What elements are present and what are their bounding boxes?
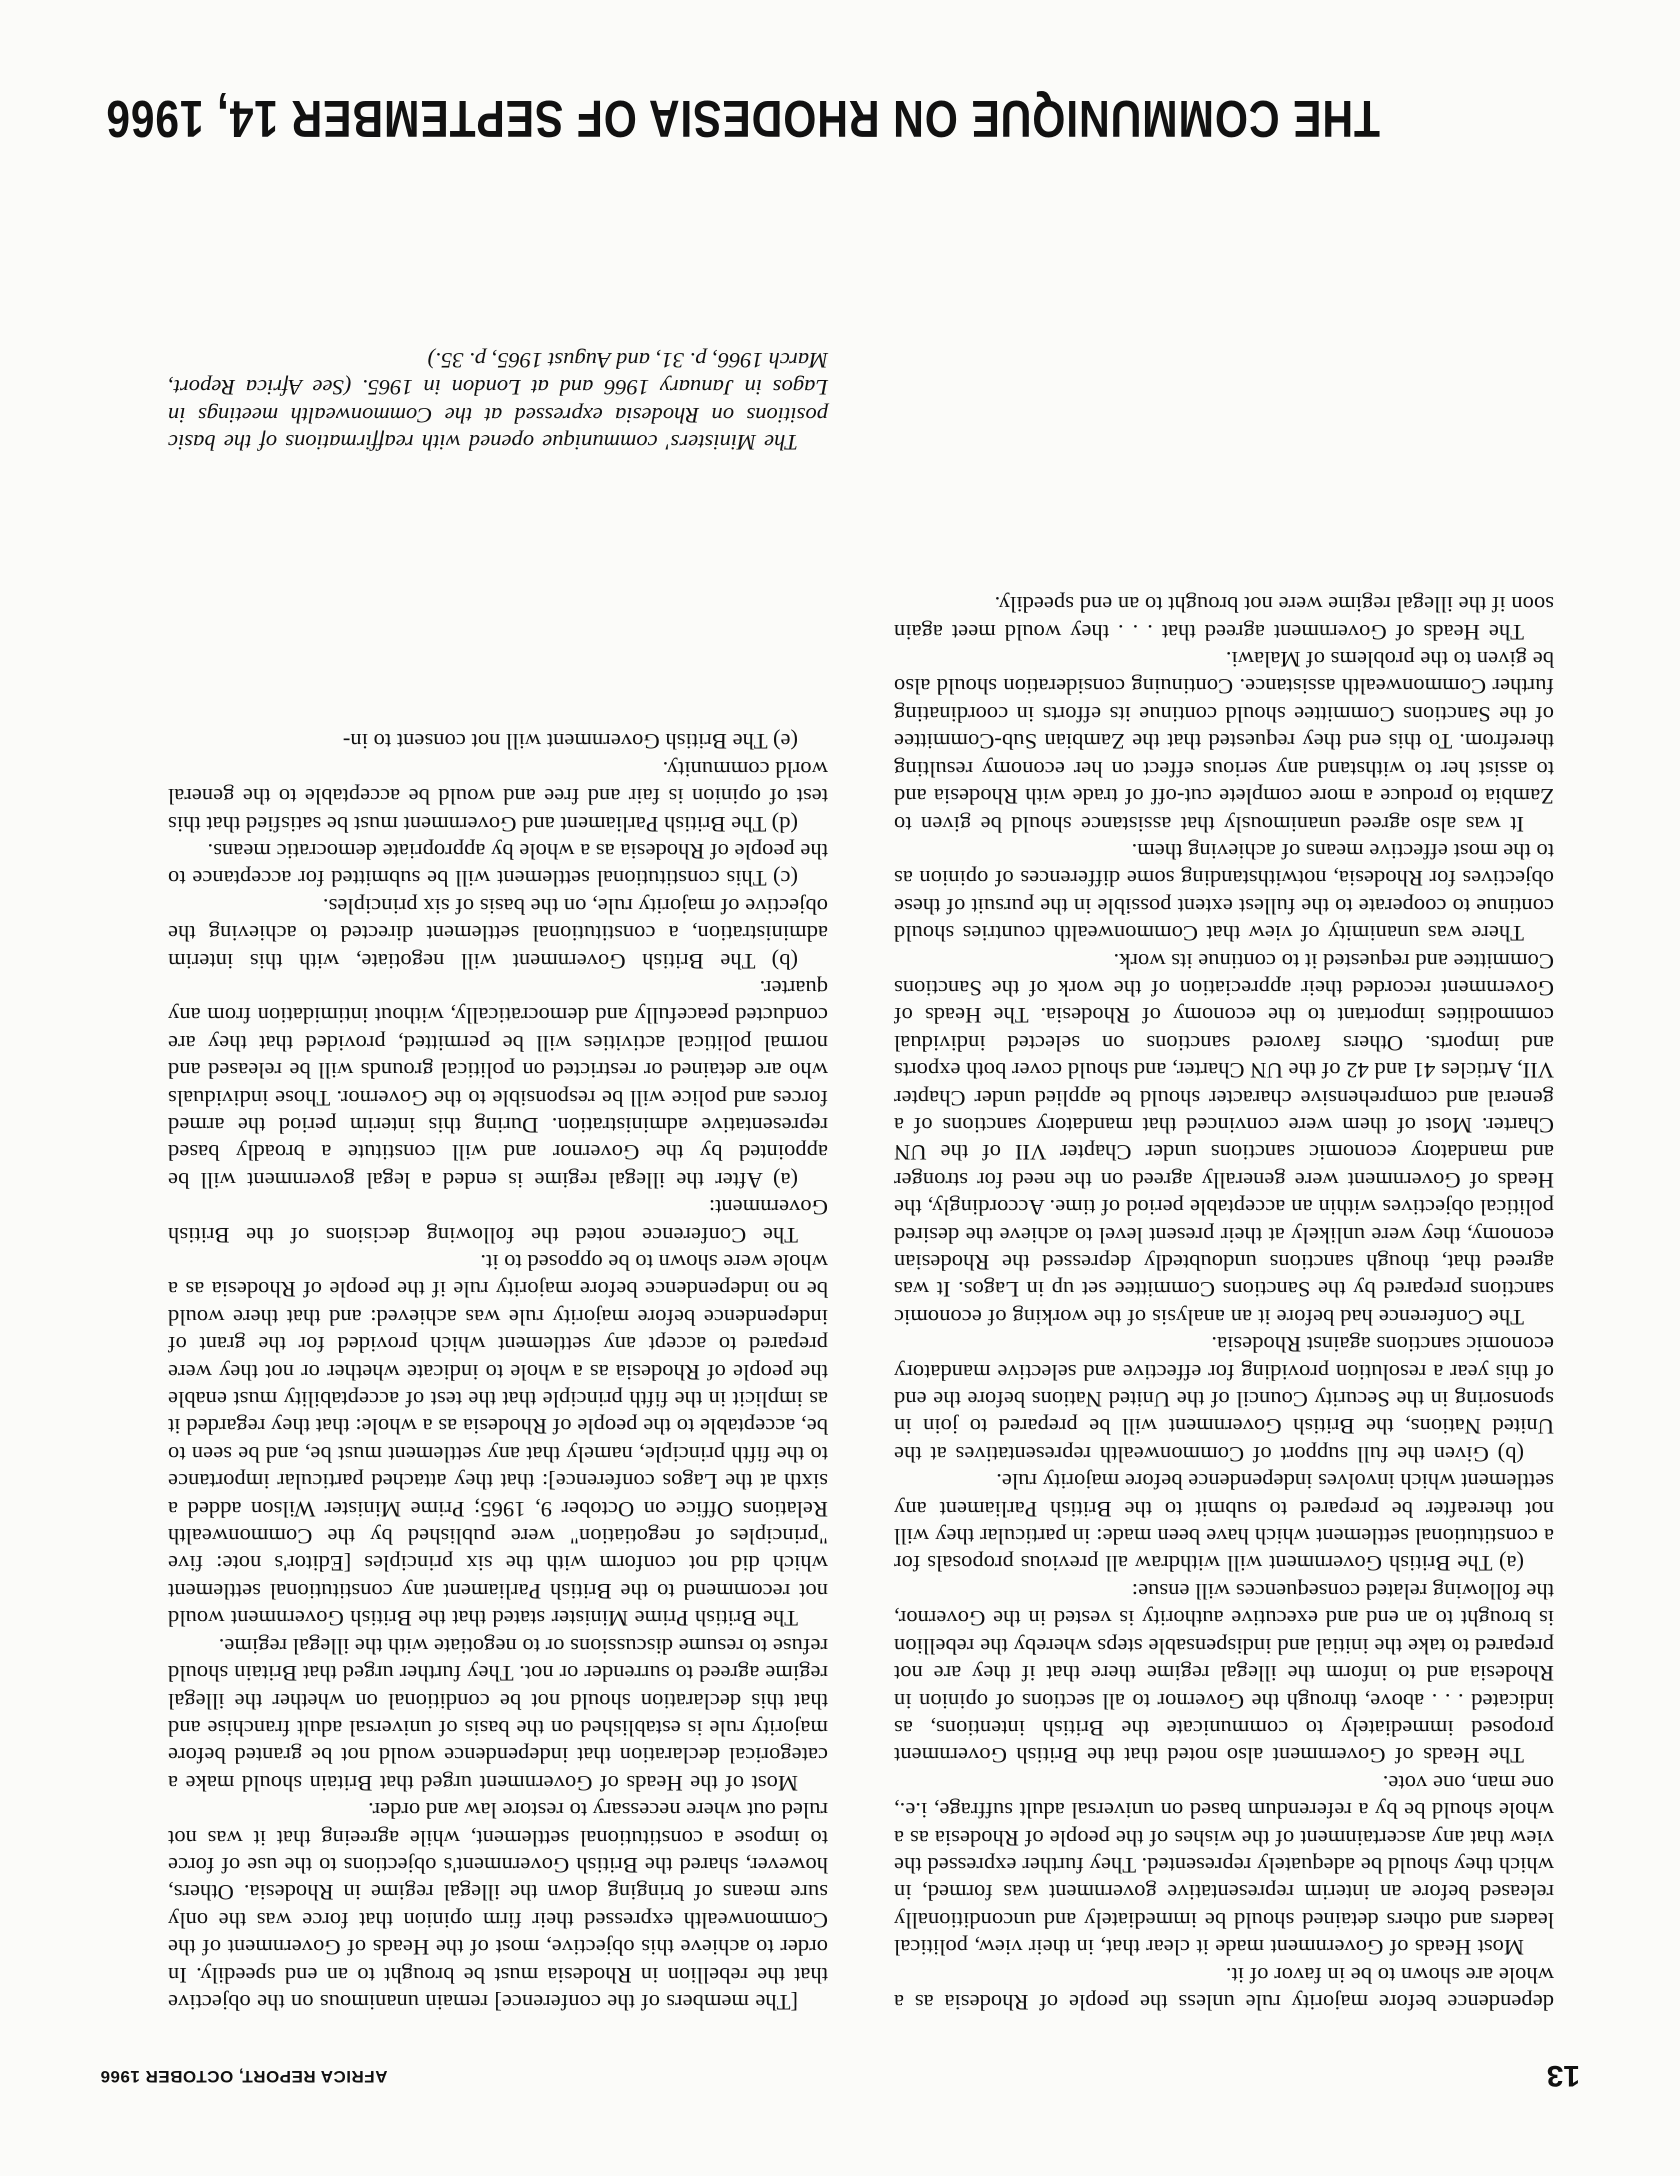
paragraph: The Heads of Government also noted that the British Government proposed immediately to communicate the British intentions, as indicated . . . above, through the Governor to all sections of opinion in Rhodesia and to inform the illegal regime there that if they are not prepared to take the initial and indispensable steps whereby the rebellion is brought to an end and executive authority is vested in the Governor, the following related consequences will ensue: (894, 1578, 1554, 1769)
list-item: (c) This constitutional settlement will be submitted for acceptance to the people of Rhodesia as a whole by appropriate democratic means. (168, 838, 828, 892)
paragraph: The Heads of Government agreed that . . . they would meet again soon if the illegal regime were not brought to an end speedily. (894, 592, 1554, 645)
paragraph: It was also agreed unanimously that assistance should be given to Zambia to produce a more complete cut-off of trade with Rhodesia and to assist her to withstand any serious effect on her economy resulting therefrom. To this end they requested that the Zambian Sub-Committee of the Sanctions Committee should continue its efforts in coordinating further Commonwealth assistance. Continuing consideration should also be given to the problems of Malawi. (894, 647, 1554, 837)
right-column (168, 728, 828, 2016)
article-intro (168, 346, 828, 456)
left-column (894, 591, 1554, 2016)
list-item: (a) After the illegal regime is ended a legal government will be appointed by the Governor and will constitute a broadly based representative administration. During this interim period the armed forces and police will be responsible to the Governor. Those individuals who are detained or restricted on political grounds will be released and normal political activities will be permitted, provided that they are conducted peacefully and democratically, without intimidation from any quarter. (168, 975, 828, 1193)
paragraph: [The members of the conference] remain unanimous on the objective that the rebellion in Rhodesia must be brought to an end speedily. In order to achieve this objective, most of the Heads of Government of the Commonwealth expressed their firm opinion that force was the only sure means of bringing down the illegal regime in Rhodesia. Others, however, shared the British Government's objections to the use of force to impose a constitutional settlement, while agreeing that it was not ruled out where necessary to restore law and order. (168, 1798, 828, 2015)
list-item: (b) Given the full support of Commonwealth representatives at the United Nations, the British Government will be prepared to join in sponsoring in the Security Council of the United Nations before the end of this year a resolution providing for effective and selective mandatory economic sanctions against Rhodesia. (894, 1332, 1554, 1467)
list-item: (b) The British Government will negotiate, with this interim administration, a constitutional settlement directed to achieving the objective of majority rule, on the basis of six principles. (168, 893, 828, 974)
paragraph: Most Heads of Government made it clear that, in their view, political leaders and others detained should be immediately and unconditionally released before an interim representative government was formed, in which they should be adequately represented. They further expressed the view that any ascertainment of the wishes of the people of Rhodesia as a whole should be by a referendum based on universal adult suffrage, i.e., one man, one vote. (894, 1770, 1554, 1961)
paragraph: There was unanimity of view that Commonwealth countries should continue to cooperate to the fullest extent possible in the pursuit of these objectives for Rhodesia, notwithstanding some differences of opinion as to the most effective means of achieving them. (894, 838, 1554, 947)
list-item: (a) The British Government will withdraw all previous proposals for a constitutional settlement which have been made: in particular they will not thereafter be prepared to submit to the British Parliament any settlement which involves independence before majority rule. (894, 1469, 1554, 1577)
paragraph: The Conference noted the following decisions of the British Government: (168, 1195, 828, 1248)
running-head (100, 2052, 1580, 2092)
masthead: AFRICA REPORT, OCTOBER 1966 (100, 2067, 388, 2086)
list-item: (e) The British Government will not consent to in- (342, 729, 798, 755)
page-number: 13 (1546, 2059, 1580, 2092)
paragraph: The British Prime Minister stated that the British Government would not recommend to the British Parliament any constitutional settlement which did not conform with the six principles [Editor's note: five "principles of negotiation" were published by the Commonwealth Relations Office on October 9, 1965; Prime Minister Wilson added a sixth at the Lagos conference]: that they attached particular importance to the fifth principle, namely that any settlement must be, and be seen to be, acceptable to the people of Rhodesia as a whole: that they regarded it as implicit in the fifth principle that the test of acceptability must enable the people of Rhodesia as a whole to indicate whether or not they were prepared to accept any settlement which provided for the grant of independence before majority rule was achieved: and that there would be no independence before majority rule if the people of Rhodesia as a whole were shown to be opposed to it. (168, 1250, 828, 1632)
paragraph: dependence before majority rule unless the people of Rhodesia as a whole are shown to be in favor of it. (894, 1962, 1554, 2015)
intro-paragraph: The Ministers' communique opened with reaffirmations of the basic positions on Rhodesia expressed at the Commonwealth meetings in Lagos in January 1966 and at London in 1965. (See Africa Report, March 1966, p. 31, and August 1965, p. 35.) (168, 347, 828, 455)
paragraph: The Conference had before it an analysis of the working of economic sanctions prepared by the Sanctions Committee set up in Lagos. It was agreed that, though sanctions undoubtedly depressed the Rhodesian economy, they were unlikely at their present level to achieve the desired political objectives within an acceptable period of time. Accordingly, the Heads of Government were generally agreed on the need for stronger and mandatory economic sanctions under Chapter VII of the UN Charter. Most of them were convinced that mandatory sanctions of a general and comprehensive character should be applied under Chapter VII, Articles 41 and 42 of the UN Charter, and should cover both exports and imports. Others favored sanctions on selected individual commodities important to the economy of Rhodesia. The Heads of Government recorded their appreciation of the work of the Sanctions Committee and requested it to continue its work. (894, 948, 1554, 1330)
list-item: (d) The British Parliament and Government must be satisfied that this test of opinion is fair and free and would be acceptable to the general world community. (168, 756, 828, 837)
paragraph: Most of the Heads of Government urged that Britain should make a categorical declaration that independence would not be granted before majority rule is established on the basis of universal adult franchise and that this declaration should not be conditional on whether the illegal regime agreed to surrender or not. They further urged that Britain should refuse to resume discussions or to negotiate with the illegal regime. (168, 1633, 828, 1796)
article-title: THE COMMUNIQUE ON RHODESIA OF SEPTEMBER 14, 1966 (105, 89, 1380, 147)
